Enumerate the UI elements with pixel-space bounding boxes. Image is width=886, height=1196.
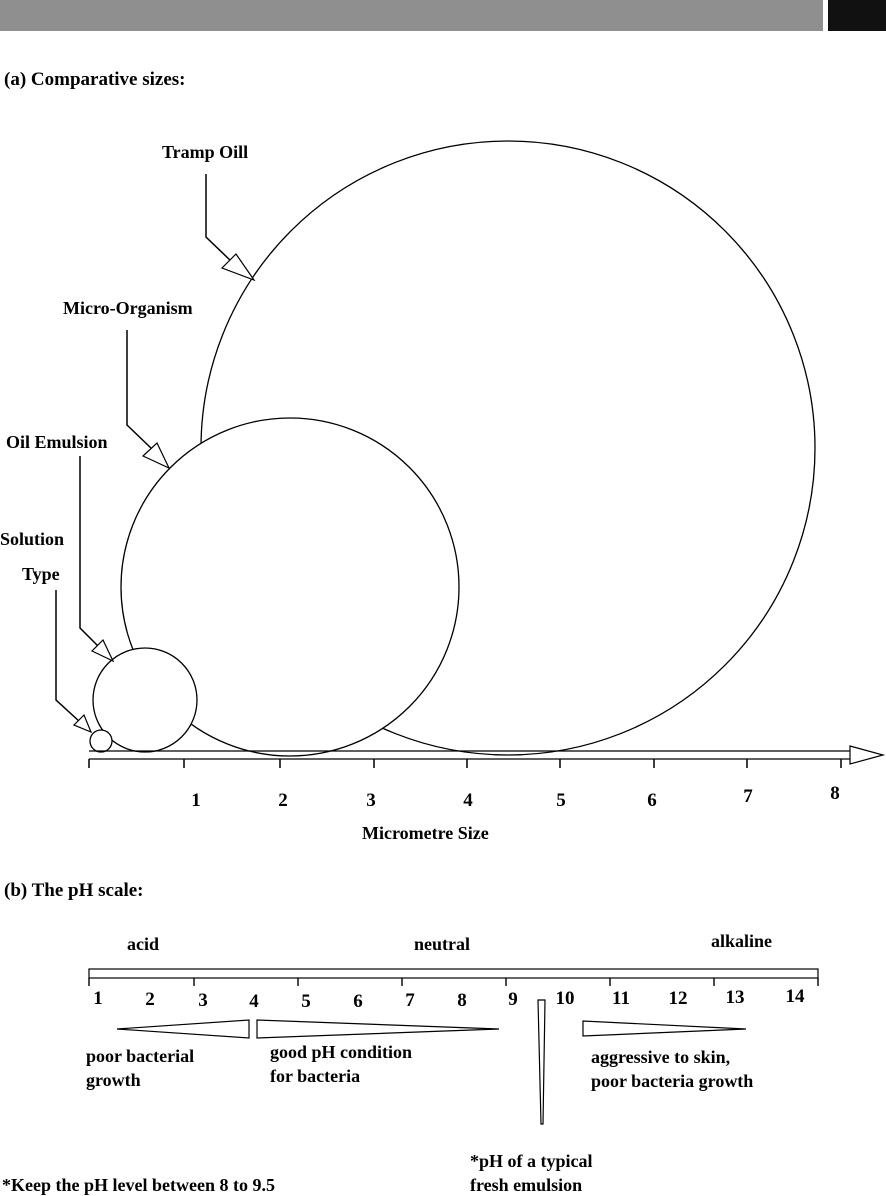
ph-tick-label: 14 [785,986,805,1007]
typical-ph-line1: *pH of a typical [470,1151,593,1171]
alkaline-label: alkaline [711,931,773,951]
type-label: Type [22,564,60,584]
size-tick-label: 6 [647,790,657,811]
axis-label: Micrometre Size [362,823,489,843]
poor-growth-line2: growth [86,1070,141,1090]
size-tick-label: 7 [743,786,753,807]
ph-tick-label: 9 [508,989,518,1010]
ph-tick-label: 1 [93,988,103,1009]
tramp-oil-label: Tramp Oill [162,142,249,162]
section-b-heading: (b) The pH scale: [4,880,144,901]
size-tick-label: 4 [463,790,473,811]
ph-tick-label: 3 [198,990,208,1011]
solution-type-arrowhead [74,715,91,732]
poor-growth-line1: poor bacterial [86,1046,195,1066]
solution-type-leader [56,590,80,722]
typical-ph-line2: fresh emulsion [470,1175,583,1195]
good-condition-line1: good pH condition [270,1042,413,1062]
section-a-heading: (a) Comparative sizes: [4,69,186,90]
size-tick-label: 1 [191,790,201,811]
keep-ph-note: *Keep the pH level between 8 to 9.5 [2,1175,275,1195]
tramp-oil-leader [206,174,232,262]
size-tick-label: 8 [830,783,840,804]
aggressive-line1: aggressive to skin, [591,1047,731,1067]
poor-growth-wedge [117,1020,249,1038]
ph-tick-label: 10 [555,988,575,1009]
ph-tick-label: 11 [612,988,630,1009]
ph-tick-label: 4 [249,991,259,1012]
size-tick-label: 2 [278,790,288,811]
aggressive-line2: poor bacteria growth [591,1071,754,1091]
ph-tick-label: 8 [457,990,467,1011]
good-condition-line2: for bacteria [270,1066,361,1086]
solution-label: Solution [0,529,65,549]
acid-label: acid [127,934,160,954]
micro-organism-leader [127,330,153,450]
ph-tick-label: 12 [668,988,688,1009]
ph-tick-label: 6 [353,991,363,1012]
ph-tick-label: 7 [405,990,415,1011]
ph-tick-label: 2 [145,989,155,1010]
ph-scale-bar [89,969,818,986]
size-tick-label: 3 [366,790,376,811]
micrometre-axis [89,746,883,768]
typical-ph-marker [538,1000,545,1124]
good-condition-wedge [257,1020,499,1038]
neutral-label: neutral [414,934,470,954]
size-tick-label: 5 [556,790,566,811]
micro-organism-label: Micro-Organism [63,298,193,318]
ph-tick-label: 5 [301,991,311,1012]
oil-emulsion-label: Oil Emulsion [6,432,108,452]
solution-type-circle [90,730,112,752]
ph-tick-label: 13 [725,987,745,1008]
micro-organism-arrowhead [143,443,169,468]
oil-emulsion-leader [80,456,99,647]
aggressive-wedge [583,1021,746,1036]
